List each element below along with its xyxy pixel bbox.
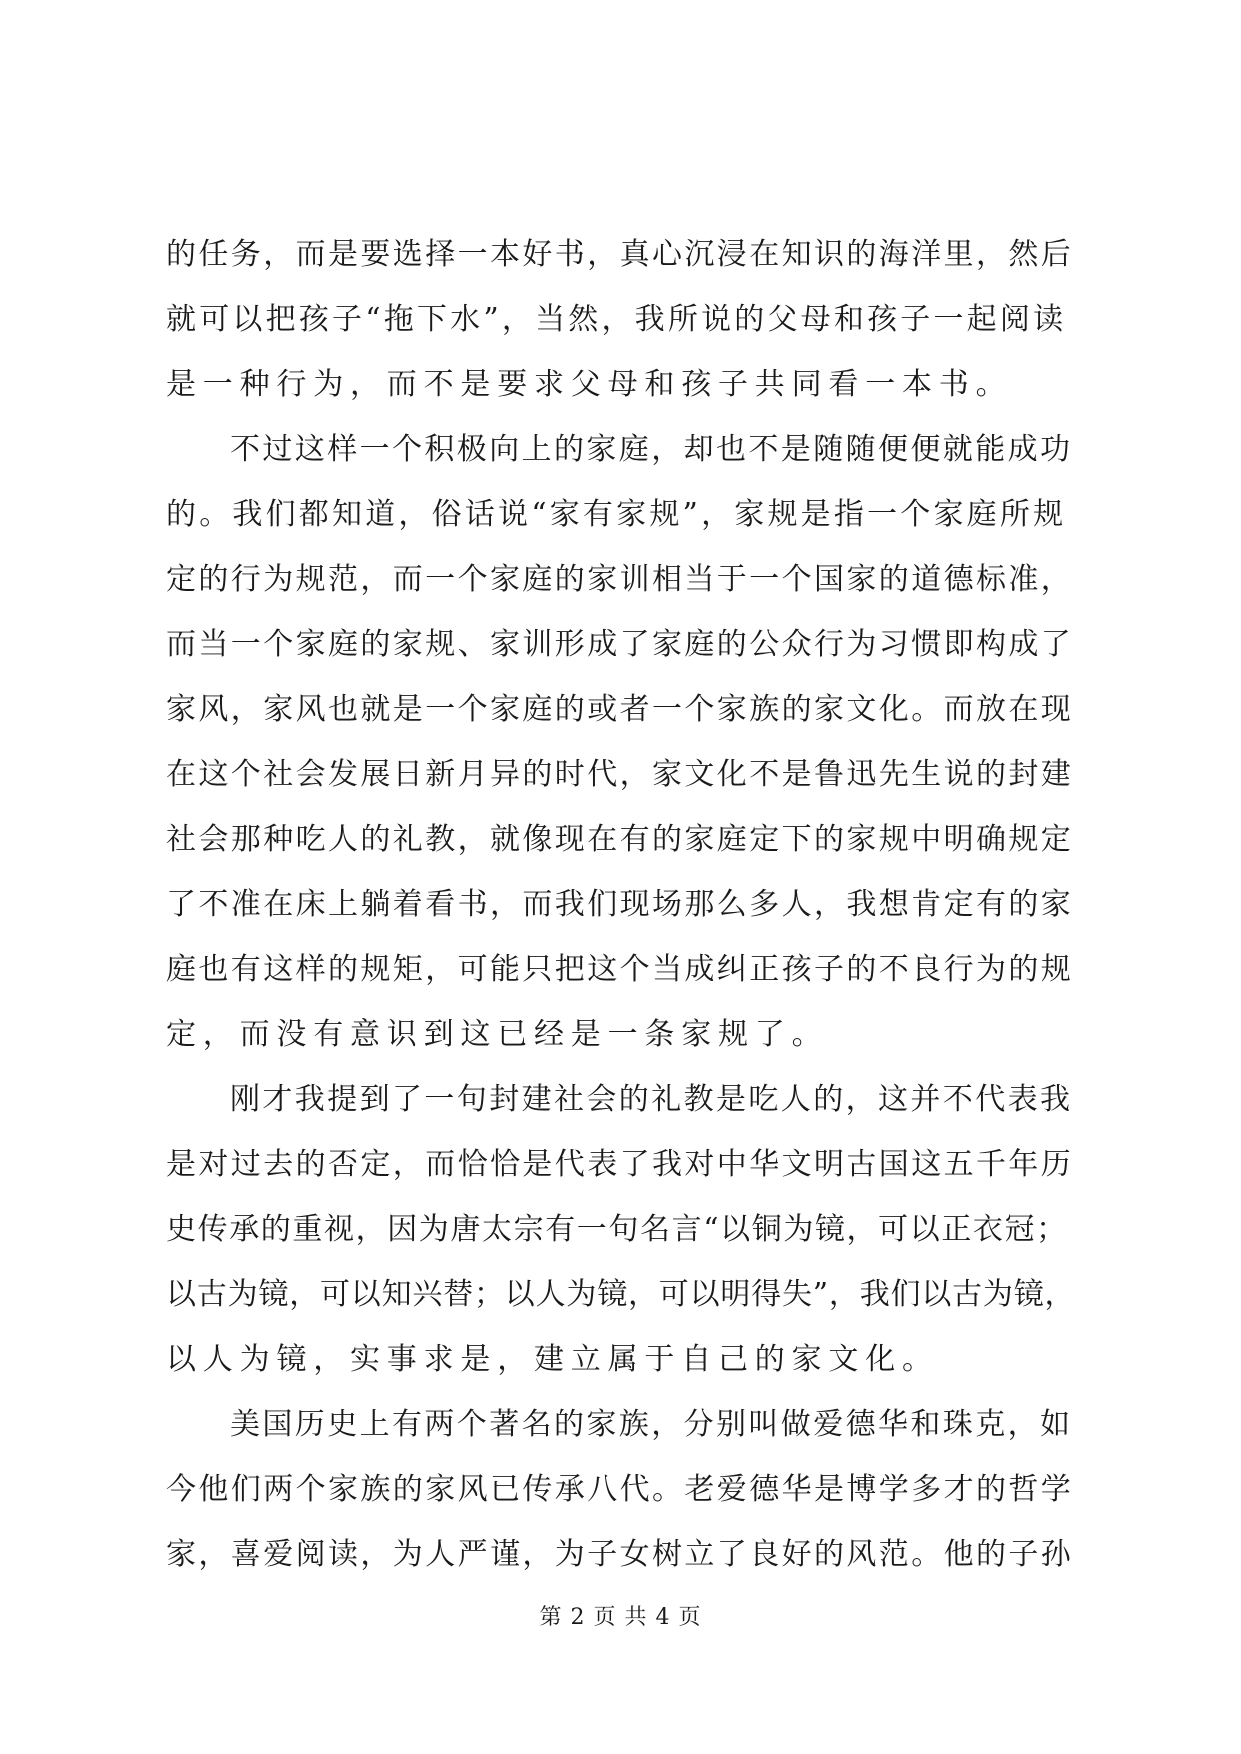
text-line: 庭也有这样的规矩，可能只把这个当成纠正孩子的不良行为的规	[166, 952, 1074, 987]
paragraph-first-line: 美国历史上有两个著名的家族，分别叫做爱德华和珠克，如	[230, 1407, 1073, 1442]
text-line: 家风，家风也就是一个家庭的或者一个家族的家文化。而放在现	[166, 692, 1074, 727]
text-line: 定，而没有意识到这已经是一条家规了。	[166, 1017, 829, 1052]
page-number-footer: 第 2 页 共 4 页	[539, 1605, 702, 1630]
text-line: 是一种行为，而不是要求父母和孩子共同看一本书。	[166, 367, 1013, 402]
text-line: 史传承的重视，因为唐太宗有一句名言“以铜为镜，可以正衣冠；	[166, 1212, 1068, 1247]
paragraph-first-line: 刚才我提到了一句封建社会的礼教是吃人的，这并不代表我	[230, 1082, 1073, 1117]
text-line: 以古为镜，可以知兴替；以人为镜，可以明得失”，我们以古为镜，	[166, 1277, 1076, 1312]
text-line: 就可以把孩子“拖下水”，当然，我所说的父母和孩子一起阅读	[166, 302, 1067, 337]
body-text	[166, 222, 1075, 1587]
paragraph-first-line: 不过这样一个积极向上的家庭，却也不是随随便便就能成功	[230, 432, 1073, 467]
text-line: 是对过去的否定，而恰恰是代表了我对中华文明古国这五千年历	[166, 1147, 1074, 1182]
text-line: 而当一个家庭的家规、家训形成了家庭的公众行为习惯即构成了	[166, 627, 1074, 662]
text-line: 定的行为规范，而一个家庭的家训相当于一个国家的道德标准，	[166, 562, 1074, 597]
text-line: 在这个社会发展日新月异的时代，家文化不是鲁迅先生说的封建	[166, 757, 1074, 792]
text-line: 了不准在床上躺着看书，而我们现场那么多人，我想肯定有的家	[166, 887, 1074, 922]
text-line: 今他们两个家族的家风已传承八代。老爱德华是博学多才的哲学	[166, 1472, 1074, 1507]
text-line: 的任务，而是要选择一本好书，真心沉浸在知识的海洋里，然后	[166, 237, 1074, 272]
text-line: 家，喜爱阅读，为人严谨，为子女树立了良好的风范。他的子孙	[166, 1537, 1074, 1572]
text-line: 的。我们都知道，俗话说“家有家规”，家规是指一个家庭所规	[166, 497, 1067, 532]
text-line: 社会那种吃人的礼教，就像现在有的家庭定下的家规中明确规定	[166, 822, 1074, 857]
text-line: 以人为镜，实事求是，建立属于自己的家文化。	[166, 1342, 939, 1377]
